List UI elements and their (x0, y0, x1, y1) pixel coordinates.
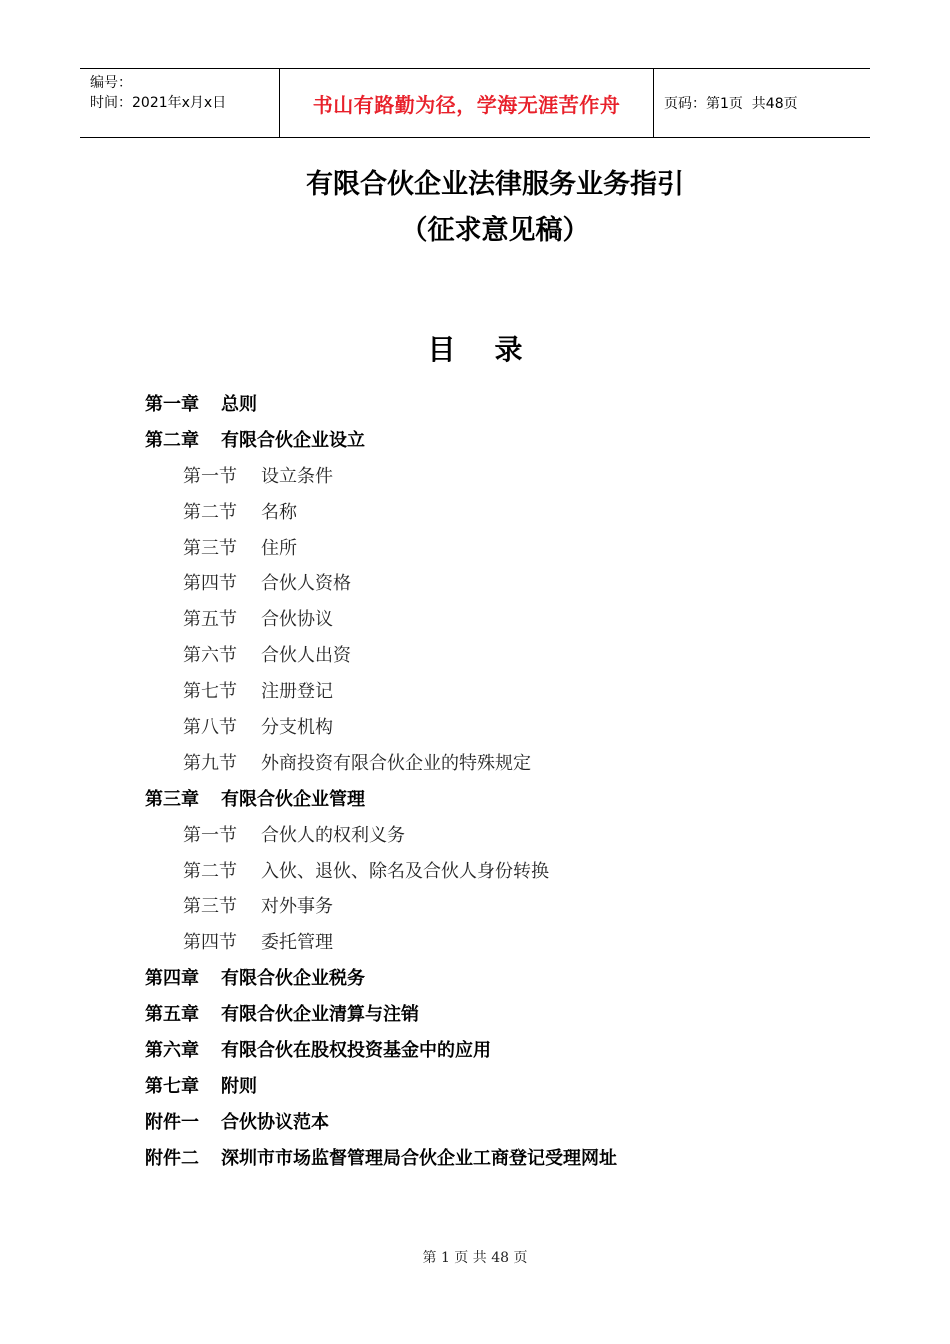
toc-chapter-entry[interactable] (145, 1143, 845, 1179)
toc-entry-text: 合伙人的权利义务 (261, 824, 405, 846)
toc-section-entry[interactable] (145, 676, 845, 712)
toc-entry-text: 分支机构 (261, 717, 333, 739)
toc-entry-number: 第一节 (183, 824, 237, 846)
toc-chapter-entry[interactable] (145, 1035, 845, 1071)
toc-entry-text: 合伙人资格 (261, 573, 351, 595)
toc-chapter-entry[interactable] (145, 1071, 845, 1107)
toc-entry-text: 附则 (221, 1075, 257, 1097)
toc-chapter-entry[interactable] (145, 999, 845, 1035)
toc-chapter-entry[interactable] (145, 425, 845, 461)
toc-entry-text: 深圳市市场监督管理局合伙企业工商登记受理网址 (221, 1147, 617, 1169)
toc-entry-number: 第三章 (145, 788, 199, 810)
toc-section-entry[interactable] (145, 604, 845, 640)
toc-section-entry[interactable] (145, 856, 845, 892)
page-footer: 第 1 页 共 48 页 (422, 1250, 528, 1266)
toc-entry-text: 有限合伙企业税务 (221, 968, 365, 990)
document-title: 有限合伙企业法律服务业务指引 (306, 169, 684, 200)
toc-entry-number: 第七章 (145, 1075, 199, 1097)
toc-entry-number: 第八节 (183, 717, 237, 739)
toc-entry-text: 合伙协议 (261, 609, 333, 631)
toc-entry-number: 附件一 (145, 1111, 199, 1133)
document-subtitle: （征求意见稿） (400, 215, 590, 246)
toc-entry-text: 有限合伙企业清算与注销 (221, 1004, 419, 1026)
toc-entry-number: 第六章 (145, 1040, 199, 1062)
toc-section-entry[interactable] (145, 820, 845, 856)
toc-entry-number: 第六节 (183, 645, 237, 667)
toc-entry-number: 第七节 (183, 681, 237, 703)
toc-section-entry[interactable] (145, 533, 845, 569)
toc-entry-text: 设立条件 (261, 465, 333, 487)
toc-entry-text: 总则 (221, 394, 257, 415)
toc-entry-number: 第五节 (183, 609, 237, 631)
toc-entry-number: 第九节 (183, 752, 237, 774)
toc-entry-number: 第四节 (183, 573, 237, 595)
toc-entry-number: 第一章 (145, 394, 199, 415)
toc-section-entry[interactable] (145, 712, 845, 748)
toc-chapter-entry[interactable] (145, 784, 845, 820)
toc-section-entry[interactable] (145, 640, 845, 676)
toc-section-entry[interactable] (145, 748, 845, 784)
toc-entry-number: 第三节 (183, 896, 237, 918)
toc-entry-text: 名称 (261, 501, 297, 523)
toc-chapter-entry[interactable] (145, 963, 845, 999)
toc-entry-text: 注册登记 (261, 681, 333, 703)
toc-entry-text: 外商投资有限合伙企业的特殊规定 (261, 752, 531, 774)
toc-chapter-entry[interactable] (145, 1107, 845, 1143)
page-header (80, 68, 870, 138)
toc-entry-text: 有限合伙在股权投资基金中的应用 (221, 1040, 491, 1062)
toc-entry-text: 合伙人出资 (261, 645, 351, 667)
toc-entry-number: 第一节 (183, 465, 237, 487)
header-meta (80, 69, 280, 137)
toc-entry-text: 入伙、退伙、除名及合伙人身份转换 (261, 860, 549, 882)
toc-entry-text: 对外事务 (261, 896, 333, 918)
toc-entry-number: 第四章 (145, 968, 199, 990)
toc-section-entry[interactable] (145, 568, 845, 604)
toc-entry-text: 有限合伙企业设立 (221, 429, 365, 451)
toc-section-entry[interactable] (145, 891, 845, 927)
toc-entry-text: 住所 (261, 537, 297, 559)
toc-entry-number: 附件二 (145, 1147, 199, 1169)
toc-entry-number: 第二章 (145, 429, 199, 451)
toc-entry-number: 第三节 (183, 537, 237, 559)
toc-section-entry[interactable] (145, 461, 845, 497)
document-date: 时间：2021年x月x日 (90, 95, 227, 111)
toc-entry-number: 第五章 (145, 1004, 199, 1026)
toc-entry-number: 第二节 (183, 860, 237, 882)
header-motto: 书山有路勤为径，学海无涯苦作舟 (280, 69, 654, 137)
table-of-contents (145, 389, 845, 1179)
toc-section-entry[interactable] (145, 927, 845, 963)
toc-entry-text: 合伙协议范本 (221, 1111, 329, 1133)
toc-section-entry[interactable] (145, 497, 845, 533)
toc-entry-number: 第四节 (183, 932, 237, 954)
toc-entry-text: 有限合伙企业管理 (221, 788, 365, 810)
document-number-label: 编号： (90, 75, 132, 91)
header-page-info: 页码：第1页 共48页 (664, 96, 798, 112)
toc-entry-text: 委托管理 (261, 932, 333, 954)
toc-chapter-entry[interactable] (145, 389, 845, 425)
toc-entry-number: 第二节 (183, 501, 237, 523)
toc-heading: 目 录 (427, 333, 523, 366)
